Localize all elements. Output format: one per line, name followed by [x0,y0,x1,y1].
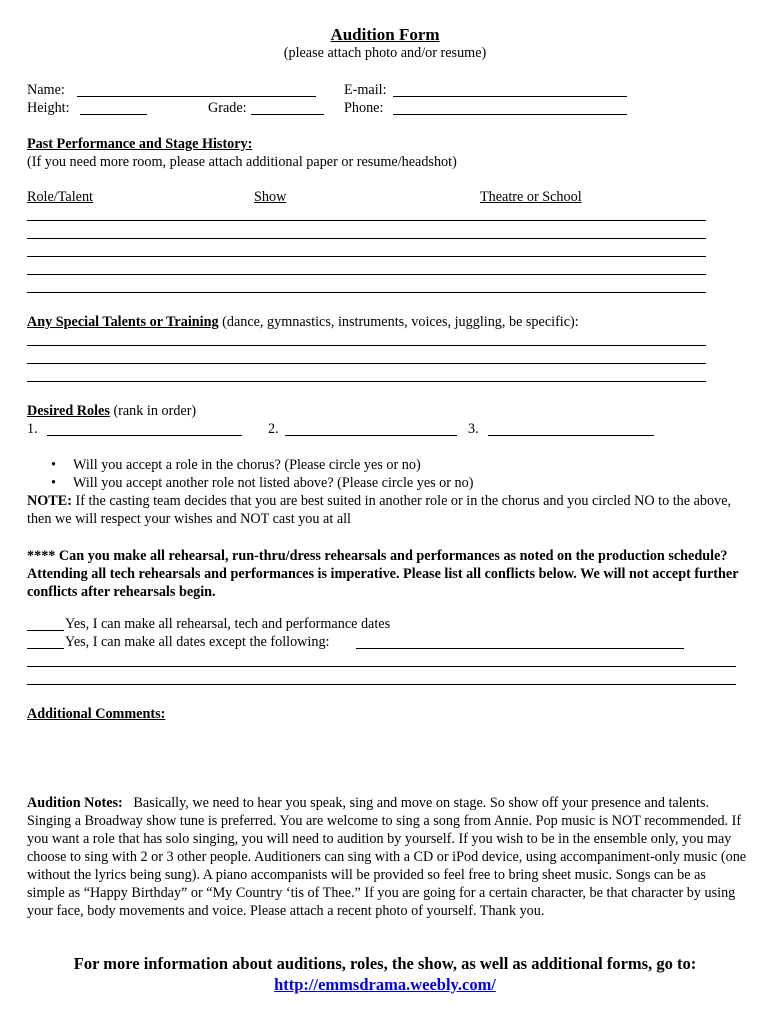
height-label: Height: [27,100,70,116]
option-except-label: Yes, I can make all dates except the following: [65,634,330,650]
role-rank-1-field[interactable] [47,435,242,436]
history-line-3[interactable] [27,256,706,257]
column-show: Show [254,189,287,205]
role-rank-2-field[interactable] [285,435,457,436]
conflicts-field-2[interactable] [27,666,736,667]
talents-heading: Any Special Talents or Training [27,314,219,330]
name-field[interactable] [77,96,316,97]
option-all-dates-blank[interactable] [27,630,64,631]
role-rank-2-label: 2. [268,421,279,437]
history-heading: Past Performance and Stage History: [27,136,253,152]
email-field[interactable] [393,96,627,97]
page-title: Audition Form [330,25,440,44]
email-label: E-mail: [344,82,387,98]
audition-notes-label: Audition Notes: [27,795,123,811]
footer-info: For more information about auditions, roles, the show, as well as additional forms, go to: [73,954,697,973]
role-rank-1-label: 1. [27,421,38,437]
desired-roles-heading: Desired Roles [27,403,110,419]
phone-label: Phone: [344,100,384,116]
desired-roles-prompt [27,404,196,418]
bullet-dot-1: • [51,457,56,473]
phone-field[interactable] [393,114,627,115]
option-all-dates-label: Yes, I can make all rehearsal, tech and performance dates [65,616,391,632]
additional-comments-heading: Additional Comments: [27,706,166,722]
history-line-1[interactable] [27,220,706,221]
height-field[interactable] [80,114,147,115]
name-label: Name: [27,82,65,98]
talents-line-1[interactable] [27,345,706,346]
talents-prompt [27,315,579,329]
option-except-blank[interactable] [27,648,64,649]
chorus-question: Will you accept a role in the chorus? (Please circle yes or no) [73,457,421,473]
talents-line-2[interactable] [27,363,706,364]
bullet-dot-2: • [51,475,56,491]
column-theatre-school: Theatre or School [480,189,582,205]
page-subtitle: (please attach photo and/or resume) [283,45,487,61]
note-label: NOTE: [27,493,72,509]
column-role-talent: Role/Talent [27,189,93,205]
audition-notes-text: Basically, we need to hear you speak, sing and move on stage. So show off your presence and talents. Singing a Broadway show tune is preferred. You are welcome to sing a song from Annie. Pop music is NOT recommended. If you want a role that has solo singing, you will need to audition by yourself. If you wish to be in the ensemble only, you may choose to sing with 2 or 3 other people. Auditioners can sing with a CD or iPod device, using accompaniment-only music (one without the lyrics being sung). A piano accompanists will be provided so feel free to bring sheet music. Songs can be as simple as “Happy Birthday” or “My Country ‘tis of Thee.” If you are going for a certain character, be that character by using your face, body movements and voice. Please attach a recent photo of yourself. Thank you. [27,795,747,919]
conflicts-field-3[interactable] [27,684,736,685]
audition-notes [27,794,747,920]
history-line-4[interactable] [27,274,706,275]
note-text: If the casting team decides that you are best suited in another role or in the chorus and you circled NO to the above, then we will respect your wishes and NOT cast you at all [27,493,732,527]
casting-note [27,492,747,528]
website-link[interactable]: http://emmsdrama.weebly.com/ [274,975,496,994]
history-line-5[interactable] [27,292,706,293]
other-role-question: Will you accept another role not listed above? (Please circle yes or no) [73,475,474,491]
talents-line-3[interactable] [27,381,706,382]
grade-field[interactable] [251,114,324,115]
desired-roles-detail: (rank in order) [109,403,197,419]
role-rank-3-label: 3. [468,421,479,437]
history-note: (If you need more room, please attach additional paper or resume/headshot) [27,154,457,170]
talents-detail: (dance, gymnastics, instruments, voices, juggling, be specific): [218,314,579,330]
role-rank-3-field[interactable] [488,435,654,436]
rehearsal-question: **** Can you make all rehearsal, run-thru/dress rehearsals and performances as noted on the production schedule? Attending all tech rehearsals and performances is imperative. Please list all conflicts below. We will not accept further conflicts after rehearsals begin. [27,548,739,600]
history-line-2[interactable] [27,238,706,239]
conflicts-field-1[interactable] [356,648,684,649]
grade-label: Grade: [208,100,247,116]
